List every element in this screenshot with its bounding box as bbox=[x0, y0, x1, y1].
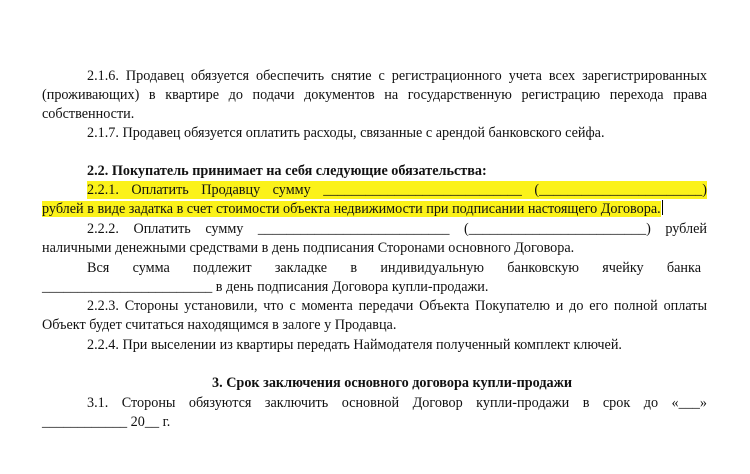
text-cursor bbox=[662, 200, 663, 215]
section-3-heading: 3. Срок заключения основного договора купли-продажи bbox=[212, 375, 573, 391]
paragraph-2-2-3-line-1: 2.2.3. Стороны установили, что с момента передачи Объекта Покупателю и до его полной оплаты bbox=[87, 298, 707, 314]
paragraph-2-2-1-line-2-wrapper bbox=[42, 200, 663, 218]
paragraph-2-2-2-line-2: наличными денежными средствами в день подписания Сторонами основного Договора. bbox=[42, 240, 575, 256]
paragraph-deposit-line-2: ________________________ в день подписания Договора купли-продажи. bbox=[42, 279, 489, 295]
paragraph-2-2-3-line-2: Объект будет считаться находящимся в залоге у Продавца. bbox=[42, 317, 397, 333]
paragraph-2-1-7: 2.1.7. Продавец обязуется оплатить расходы, связанные с арендой банковского сейфа. bbox=[87, 125, 605, 141]
section-2-2-heading: 2.2. Покупатель принимает на себя следующие обязательства: bbox=[87, 163, 487, 179]
paragraph-deposit-line-1: Вся сумма подлежит закладке в индивидуальную банковскую ячейку банка bbox=[87, 260, 701, 276]
paragraph-2-2-1-line-1: 2.2.1. Оплатить Продавцу сумму ____________________________ (_______________________) bbox=[87, 182, 707, 198]
paragraph-3-1-line-2: ____________ 20__ г. bbox=[42, 414, 171, 430]
paragraph-2-1-6-line-1: 2.1.6. Продавец обязуется обеспечить снятие с регистрационного учета всех зарегистрированных bbox=[87, 68, 707, 84]
paragraph-3-1-line-1: 3.1. Стороны обязуются заключить основной Договор купли-продажи в срок до «___» bbox=[87, 395, 707, 411]
paragraph-2-1-6-line-2: (проживающих) в квартире до подачи документов на государственную регистрацию перехода права bbox=[42, 87, 707, 103]
paragraph-2-2-1-line-2: рублей в виде задатка в счет стоимости объекта недвижимости при подписании настоящего Договора. bbox=[42, 201, 661, 217]
paragraph-2-1-6-line-3: собственности. bbox=[42, 106, 135, 122]
paragraph-2-2-4: 2.2.4. При выселении из квартиры передать Наймодателя полученный комплект ключей. bbox=[87, 337, 622, 353]
paragraph-2-2-2-line-1: 2.2.2. Оплатить сумму ___________________________ (_________________________) рублей bbox=[87, 221, 707, 237]
